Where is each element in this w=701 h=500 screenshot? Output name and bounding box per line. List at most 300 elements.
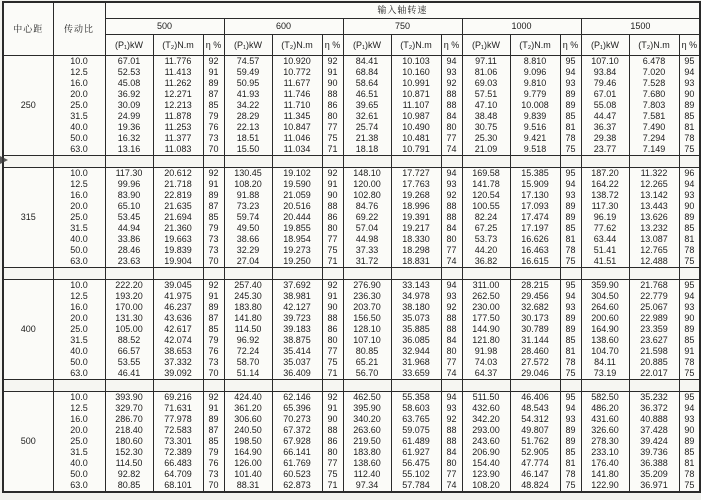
value-cell: 71	[322, 256, 343, 268]
value-cell: 114.50	[105, 458, 153, 469]
value-cell: 25.74	[343, 122, 391, 133]
value-cell: 42.617	[153, 324, 203, 335]
value-cell: 45.08	[105, 78, 153, 89]
value-cell: 87	[203, 201, 224, 212]
value-cell: 60.523	[272, 469, 322, 480]
subcol-header: (P₁)kW	[105, 35, 153, 56]
value-cell: 9.421	[510, 133, 560, 144]
value-cell: 64.37	[462, 368, 510, 380]
value-cell: 8.810	[510, 56, 560, 68]
value-cell: 83.90	[105, 190, 153, 201]
value-cell: 71	[322, 144, 343, 156]
value-cell: 95	[560, 56, 581, 68]
ratio-cell: 25.0	[53, 324, 105, 335]
value-cell: 77	[441, 245, 462, 256]
subcol-header: (T₂)N.m	[629, 35, 679, 56]
value-cell: 22.779	[629, 291, 679, 302]
value-cell: 11.413	[153, 67, 203, 78]
separator-cell	[3, 268, 53, 280]
value-cell: 7.581	[629, 111, 679, 122]
ratio-cell: 50.0	[53, 357, 105, 368]
subcol-header: (P₁)kW	[581, 35, 629, 56]
value-cell: 80	[441, 458, 462, 469]
value-cell: 37.33	[343, 245, 391, 256]
value-cell: 18.18	[343, 144, 391, 156]
value-cell: 75	[679, 256, 700, 268]
value-cell: 28.29	[224, 111, 272, 122]
value-cell: 11.776	[153, 56, 203, 68]
value-cell: 187.20	[581, 168, 629, 180]
table-row	[3, 414, 700, 425]
value-cell: 42.127	[272, 302, 322, 313]
value-cell: 131.30	[105, 313, 153, 324]
table-row	[3, 133, 700, 144]
value-cell: 11.253	[153, 122, 203, 133]
value-cell: 49.50	[224, 223, 272, 234]
value-cell: 95	[560, 168, 581, 180]
table-row	[3, 201, 700, 212]
value-cell: 148.10	[343, 168, 391, 180]
value-cell: 81	[560, 458, 581, 469]
value-cell: 75	[560, 368, 581, 380]
value-cell: 21.059	[272, 190, 322, 201]
value-cell: 59.74	[224, 212, 272, 223]
table-row	[3, 458, 700, 469]
value-cell: 94	[679, 291, 700, 302]
ratio-cell: 50.0	[53, 245, 105, 256]
value-cell: 10.847	[272, 122, 322, 133]
ratio-cell: 12.5	[53, 291, 105, 302]
value-cell: 53.55	[105, 357, 153, 368]
value-cell: 36.388	[629, 458, 679, 469]
value-cell: 22.017	[629, 368, 679, 380]
value-cell: 11.322	[629, 168, 679, 180]
ratio-cell: 16.0	[53, 414, 105, 425]
value-cell: 93	[441, 403, 462, 414]
value-cell: 38.48	[462, 111, 510, 122]
value-cell: 74.57	[224, 56, 272, 68]
separator-cell	[272, 380, 322, 392]
value-cell: 47.10	[462, 100, 510, 111]
block-250	[3, 56, 700, 156]
speed-header-600: 600	[224, 19, 343, 35]
value-cell: 91	[322, 403, 343, 414]
value-cell: 138.60	[343, 458, 391, 469]
value-cell: 65.10	[105, 201, 153, 212]
value-cell: 144.90	[462, 324, 510, 335]
value-cell: 36.37	[581, 122, 629, 133]
value-cell: 35.414	[272, 346, 322, 357]
value-cell: 30.75	[462, 122, 510, 133]
value-cell: 89	[560, 89, 581, 100]
value-cell: 80	[322, 447, 343, 458]
separator-cell	[343, 156, 391, 168]
value-cell: 89	[203, 190, 224, 201]
value-cell: 156.50	[343, 313, 391, 324]
separator-cell	[629, 156, 679, 168]
value-cell: 91	[203, 67, 224, 78]
value-cell: 92	[203, 168, 224, 180]
value-cell: 19.102	[272, 168, 322, 180]
value-cell: 39.092	[153, 368, 203, 380]
value-cell: 85	[203, 100, 224, 111]
value-cell: 89	[679, 212, 700, 223]
value-cell: 6.478	[629, 56, 679, 68]
value-cell: 582.50	[581, 392, 629, 404]
value-cell: 75	[679, 368, 700, 380]
value-cell: 117.30	[581, 201, 629, 212]
value-cell: 432.60	[462, 403, 510, 414]
subcol-header: (P₁)kW	[343, 35, 391, 56]
value-cell: 52.905	[510, 447, 560, 458]
table-row	[3, 111, 700, 122]
value-cell: 11.377	[153, 133, 203, 144]
value-cell: 79	[203, 447, 224, 458]
value-cell: 95	[679, 280, 700, 292]
value-cell: 74.03	[462, 357, 510, 368]
value-cell: 263.60	[343, 425, 391, 436]
value-cell: 73	[203, 245, 224, 256]
value-cell: 77	[322, 346, 343, 357]
value-cell: 62.873	[272, 480, 322, 492]
value-cell: 81	[679, 234, 700, 245]
value-cell: 48.824	[510, 480, 560, 492]
value-cell: 46.406	[510, 392, 560, 404]
value-cell: 114.50	[224, 324, 272, 335]
ratio-cell: 31.5	[53, 335, 105, 346]
value-cell: 108.20	[462, 480, 510, 492]
value-cell: 141.80	[224, 313, 272, 324]
ratio-cell: 12.5	[53, 67, 105, 78]
separator-cell	[560, 156, 581, 168]
separator-cell	[441, 156, 462, 168]
value-cell: 70	[203, 480, 224, 492]
value-cell: 19.590	[272, 179, 322, 190]
value-cell: 77	[322, 458, 343, 469]
value-cell: 58.603	[391, 403, 441, 414]
ratio-cell: 20.0	[53, 425, 105, 436]
value-cell: 169.58	[462, 168, 510, 180]
value-cell: 138.72	[581, 190, 629, 201]
value-cell: 87	[203, 425, 224, 436]
value-cell: 120.54	[462, 190, 510, 201]
value-cell: 88	[441, 436, 462, 447]
value-cell: 130.45	[224, 168, 272, 180]
value-cell: 97.34	[343, 480, 391, 492]
value-cell: 164.22	[581, 179, 629, 190]
value-cell: 80	[441, 346, 462, 357]
table-row	[3, 168, 700, 180]
value-cell: 30.173	[510, 313, 560, 324]
value-cell: 141.80	[581, 469, 629, 480]
center-distance-cell: 500	[3, 392, 53, 493]
value-cell: 73	[203, 133, 224, 144]
value-cell: 88	[441, 313, 462, 324]
value-cell: 41.93	[224, 89, 272, 100]
value-cell: 15.50	[224, 144, 272, 156]
value-cell: 11.746	[272, 89, 322, 100]
ratio-cell: 40.0	[53, 346, 105, 357]
value-cell: 23.627	[629, 335, 679, 346]
value-cell: 43.636	[153, 313, 203, 324]
value-cell: 41.51	[581, 256, 629, 268]
table-row	[3, 100, 700, 111]
block-315	[3, 168, 700, 268]
value-cell: 82.24	[462, 212, 510, 223]
value-cell: 29.456	[510, 291, 560, 302]
separator-cell	[153, 380, 203, 392]
value-cell: 85	[679, 447, 700, 458]
value-cell: 75	[679, 480, 700, 492]
value-cell: 75	[322, 245, 343, 256]
separator-cell	[462, 268, 510, 280]
value-cell: 27.04	[224, 256, 272, 268]
value-cell: 56.70	[343, 368, 391, 380]
value-cell: 13.16	[105, 144, 153, 156]
value-cell: 164.90	[581, 324, 629, 335]
table-row	[3, 480, 700, 492]
value-cell: 19.855	[272, 223, 322, 234]
value-cell: 44.47	[581, 111, 629, 122]
block-separator	[3, 268, 700, 280]
separator-cell	[343, 380, 391, 392]
value-cell: 91	[322, 179, 343, 190]
value-cell: 28.215	[510, 280, 560, 292]
value-cell: 35.209	[629, 469, 679, 480]
value-cell: 85	[560, 447, 581, 458]
value-cell: 276.90	[343, 280, 391, 292]
ratio-cell: 31.5	[53, 223, 105, 234]
value-cell: 13.142	[629, 190, 679, 201]
subcol-header: η %	[679, 35, 700, 56]
subcol-header: η %	[560, 35, 581, 56]
value-cell: 51.14	[224, 368, 272, 380]
value-cell: 78	[560, 133, 581, 144]
value-cell: 80	[441, 122, 462, 133]
value-cell: 9.516	[510, 122, 560, 133]
value-cell: 236.30	[343, 291, 391, 302]
subcol-header: η %	[441, 35, 462, 56]
separator-cell	[391, 268, 441, 280]
value-cell: 107.10	[581, 56, 629, 68]
value-cell: 12.765	[629, 245, 679, 256]
value-cell: 74	[441, 480, 462, 492]
value-cell: 17.197	[510, 223, 560, 234]
separator-cell	[510, 156, 560, 168]
value-cell: 340.20	[343, 414, 391, 425]
separator-cell	[153, 156, 203, 168]
value-cell: 76	[203, 122, 224, 133]
value-cell: 105.00	[105, 324, 153, 335]
value-cell: 70.273	[272, 414, 322, 425]
value-cell: 88	[441, 425, 462, 436]
value-cell: 18.954	[272, 234, 322, 245]
value-cell: 21.598	[629, 346, 679, 357]
value-cell: 39.736	[629, 447, 679, 458]
value-cell: 94	[441, 392, 462, 404]
separator-cell	[560, 380, 581, 392]
table-row	[3, 144, 700, 156]
separator-cell	[53, 268, 105, 280]
value-cell: 68.101	[153, 480, 203, 492]
value-cell: 72.583	[153, 425, 203, 436]
separator-cell	[581, 380, 629, 392]
value-cell: 75	[322, 133, 343, 144]
value-cell: 93	[679, 414, 700, 425]
value-cell: 89	[203, 414, 224, 425]
value-cell: 71.631	[153, 403, 203, 414]
value-cell: 28.46	[105, 245, 153, 256]
value-cell: 85	[203, 324, 224, 335]
value-cell: 10.490	[391, 122, 441, 133]
value-cell: 20.612	[153, 168, 203, 180]
value-cell: 65.21	[343, 357, 391, 368]
value-cell: 89	[560, 436, 581, 447]
value-cell: 20.516	[272, 201, 322, 212]
value-cell: 86	[322, 100, 343, 111]
value-cell: 85	[560, 335, 581, 346]
value-cell: 85	[679, 335, 700, 346]
value-cell: 55.102	[391, 469, 441, 480]
value-cell: 395.90	[343, 403, 391, 414]
value-cell: 126.00	[224, 458, 272, 469]
value-cell: 79.46	[581, 78, 629, 89]
value-cell: 92	[322, 392, 343, 404]
value-cell: 89	[560, 425, 581, 436]
value-cell: 257.40	[224, 280, 272, 292]
value-cell: 92.82	[105, 469, 153, 480]
subcol-header: η %	[322, 35, 343, 56]
ratio-cell: 63.0	[53, 256, 105, 268]
subcol-header: (T₂)N.m	[272, 35, 322, 56]
value-cell: 87	[203, 89, 224, 100]
value-cell: 41.975	[153, 291, 203, 302]
value-cell: 88	[441, 212, 462, 223]
value-cell: 88	[441, 89, 462, 100]
value-cell: 38.653	[153, 346, 203, 357]
value-cell: 35.885	[391, 324, 441, 335]
separator-cell	[510, 268, 560, 280]
value-cell: 64.709	[153, 469, 203, 480]
separator-cell	[441, 268, 462, 280]
table-row	[3, 122, 700, 133]
value-cell: 431.60	[581, 414, 629, 425]
value-cell: 80	[441, 234, 462, 245]
value-cell: 75	[322, 469, 343, 480]
ratio-cell: 31.5	[53, 111, 105, 122]
value-cell: 92	[203, 392, 224, 404]
value-cell: 154.40	[462, 458, 510, 469]
value-cell: 200.60	[581, 313, 629, 324]
value-cell: 18.298	[391, 245, 441, 256]
table-row	[3, 280, 700, 292]
value-cell: 7.020	[629, 67, 679, 78]
value-cell: 183.80	[343, 447, 391, 458]
value-cell: 9.779	[510, 89, 560, 100]
value-cell: 10.987	[391, 111, 441, 122]
value-cell: 88.52	[105, 335, 153, 346]
value-cell: 97.11	[462, 56, 510, 68]
separator-cell	[322, 156, 343, 168]
value-cell: 198.50	[224, 436, 272, 447]
separator-cell	[462, 380, 510, 392]
value-cell: 84.41	[343, 56, 391, 68]
value-cell: 79	[203, 223, 224, 234]
value-cell: 32.29	[224, 245, 272, 256]
value-cell: 67.25	[462, 223, 510, 234]
value-cell: 88	[322, 425, 343, 436]
value-cell: 81.06	[462, 67, 510, 78]
ratio-cell: 16.0	[53, 302, 105, 313]
value-cell: 94	[560, 67, 581, 78]
value-cell: 170.00	[105, 302, 153, 313]
value-cell: 80	[322, 111, 343, 122]
value-cell: 94	[560, 291, 581, 302]
value-cell: 93	[679, 190, 700, 201]
ratio-cell: 40.0	[53, 458, 105, 469]
value-cell: 92	[322, 280, 343, 292]
value-cell: 164.90	[224, 447, 272, 458]
subcol-header: (P₁)kW	[224, 35, 272, 56]
value-cell: 91.98	[462, 346, 510, 357]
table-row	[3, 212, 700, 223]
value-cell: 85	[679, 111, 700, 122]
value-cell: 92	[203, 280, 224, 292]
value-cell: 62.146	[272, 392, 322, 404]
header-input-speed: 输入轴转速	[105, 2, 700, 19]
value-cell: 72.389	[153, 447, 203, 458]
separator-cell	[560, 268, 581, 280]
value-cell: 89	[560, 212, 581, 223]
ratio-cell: 25.0	[53, 436, 105, 447]
value-cell: 95	[560, 392, 581, 404]
value-cell: 193.20	[105, 291, 153, 302]
value-cell: 13.626	[629, 212, 679, 223]
ratio-cell: 20.0	[53, 89, 105, 100]
value-cell: 12.271	[153, 89, 203, 100]
value-cell: 51.762	[510, 436, 560, 447]
value-cell: 233.10	[581, 447, 629, 458]
table-row	[3, 425, 700, 436]
value-cell: 11.034	[272, 144, 322, 156]
value-cell: 80	[322, 223, 343, 234]
value-cell: 35.073	[391, 313, 441, 324]
value-cell: 92	[322, 56, 343, 68]
value-cell: 16.615	[510, 256, 560, 268]
ratio-cell: 10.0	[53, 280, 105, 292]
value-cell: 40.888	[629, 414, 679, 425]
value-cell: 51.41	[581, 245, 629, 256]
table-row	[3, 291, 700, 302]
value-cell: 80	[322, 335, 343, 346]
value-cell: 10.008	[510, 100, 560, 111]
value-cell: 17.093	[510, 201, 560, 212]
separator-cell	[391, 156, 441, 168]
value-cell: 36.085	[391, 335, 441, 346]
value-cell: 93	[441, 179, 462, 190]
value-cell: 10.772	[272, 67, 322, 78]
value-cell: 19.250	[272, 256, 322, 268]
ratio-cell: 20.0	[53, 313, 105, 324]
table-row	[3, 313, 700, 324]
value-cell: 73	[203, 469, 224, 480]
value-cell: 93	[560, 414, 581, 425]
table-row	[3, 346, 700, 357]
value-cell: 17.727	[391, 168, 441, 180]
value-cell: 67.01	[581, 89, 629, 100]
value-cell: 19.217	[391, 223, 441, 234]
value-cell: 17.763	[391, 179, 441, 190]
